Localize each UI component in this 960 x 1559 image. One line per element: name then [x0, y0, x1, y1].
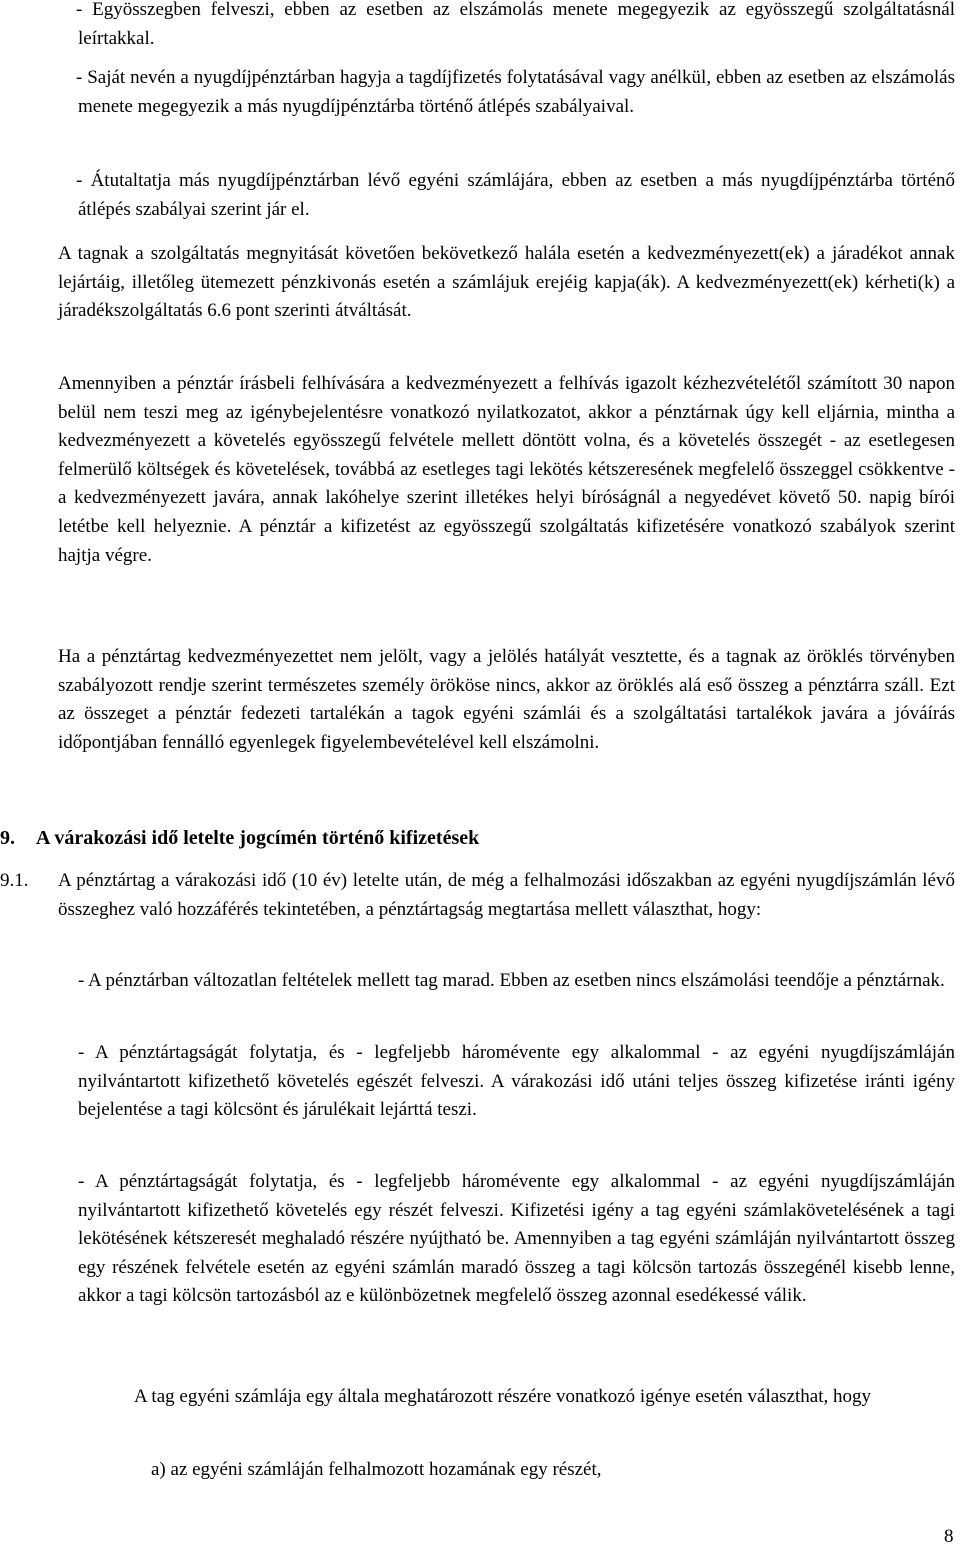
- paragraph-inheritance: Ha a pénztártag kedvezményezettet nem jelölt, vagy a jelölés hatályát vesztette, és a tagnak az öröklés törvényben szabályozott rendje szerint természetes személy örököse nincs, akkor az öröklés alá eső összeg a pénztárra száll. Ezt az összeget a pénztár fedezeti tartalékán a tagok egyéni számlái és a szolgáltatási tartalékok javára a jóváírás időpontjában fennálló egyenlegek figyelembevételével kell elszámolni.: [58, 646, 955, 753]
- subsection-text: A pénztártag a várakozási idő (10 év) letelte után, de még a felhalmozási időszakban az egyéni nyugdíjszámlán lévő összeghez való hozzáférés tekintetében, a pénztártagság megtartása mellett választhat, hogy:: [58, 870, 955, 920]
- section-title: A várakozási idő letelte jogcímén történő kifizetések: [36, 827, 480, 849]
- section-heading: [0, 824, 479, 853]
- bullet-keep-in-fund: - Saját nevén a nyugdíjpénztárban hagyja a tagdíjfizetés folytatásával vagy anélkül, ebben az esetben az elszámolás menete megegyezik a más nyugdíjpénztárba történő átlépés szabályaival.: [76, 67, 955, 117]
- option-partial-withdrawal: - A pénztártagságát folytatja, és - legfeljebb háromévente egy alkalommal - az egyéni nyugdíjszámláján nyilvántartott kifizethető követelés egy részét felveszi. Kifizetési igény a tag egyéni számlakövetelésének a tagi lekötésének kétszeresét meghaladó részére nyújtható be. Amennyiben a tag egyéni számláján nyilvántartott összeg egy részének felvétele esetén az egyéni számlán maradó összeg a tagi kölcsön tartozás összegénél kisebb lenne, akkor a tagi kölcsön tartozásból az e különbözetnek megfelelő összeg azonnal esedékessé válik.: [78, 1171, 955, 1307]
- paragraph-beneficiary-death: A tagnak a szolgáltatás megnyitását követően bekövetkező halála esetén a kedvezményezett(ek) a járadékot annak lejártáig, illetőleg ütemezett pénzkivonás esetén a számlájuk erejéig kapja(ák). A kedvezményezett(ek) kérheti(k) a járadékszolgáltatás 6.6 pont szerinti átváltását.: [58, 243, 955, 322]
- list-item-a: a) az egyéni számláján felhalmozott hozamának egy részét,: [151, 1459, 602, 1480]
- option-full-withdrawal: - A pénztártagságát folytatja, és - legfeljebb háromévente egy alkalommal - az egyéni nyugdíjszámláján nyilvántartott kifizethető követelés egészét felveszi. A várakozási idő utáni teljes összeg kifizetése iránti igény bejelentése a tagi kölcsönt és járulékait lejárttá teszi.: [78, 1042, 955, 1121]
- subsection-number: 9.1.: [0, 870, 29, 891]
- paragraph-court-deposit: Amennyiben a pénztár írásbeli felhívására a kedvezményezett a felhívás igazolt kézhezvételétől számított 30 napon belül nem teszi meg az igénybejelentésre vonatkozó nyilatkozatot, akkor a pénztárnak úgy kell eljárnia, mintha a kedvezményezett a követelés egyösszegű felvétele mellett döntött volna, és a követelés összegét - az esetlegesen felmerülő költségek és követelések, továbbá az esetleges tagi lekötés kétszeresének megfelelő összeggel csökkentve - a kedvezményezett javára, annak lakóhelye szerint illetékes helyi bíróságnál a negyedévet követő 50. napig bírói letétbe kell helyeznie. A pénztár a kifizetést az egyösszegű szolgáltatás kifizetésére vonatkozó szabályok szerint hajtja végre.: [58, 373, 955, 566]
- section-number: 9.: [0, 827, 15, 849]
- bullet-transfer: - Átutaltatja más nyugdíjpénztárban lévő egyéni számlájára, ebben az esetben a más nyugdíjpénztárba történő átlépés szabályai szerint jár el.: [76, 170, 955, 220]
- page-number: 8: [944, 1526, 954, 1547]
- paragraph-partial-choice: A tag egyéni számlája egy általa meghatározott részére vonatkozó igénye esetén választhat, hogy: [134, 1386, 871, 1407]
- bullet-lump-sum: - Egyösszegben felveszi, ebben az esetben az elszámolás menete megegyezik az egyösszegű szolgáltatásnál leírtakkal.: [76, 0, 955, 49]
- option-stay-member: - A pénztárban változatlan feltételek mellett tag marad. Ebben az esetben nincs elszámolási teendője a pénztárnak.: [78, 970, 945, 991]
